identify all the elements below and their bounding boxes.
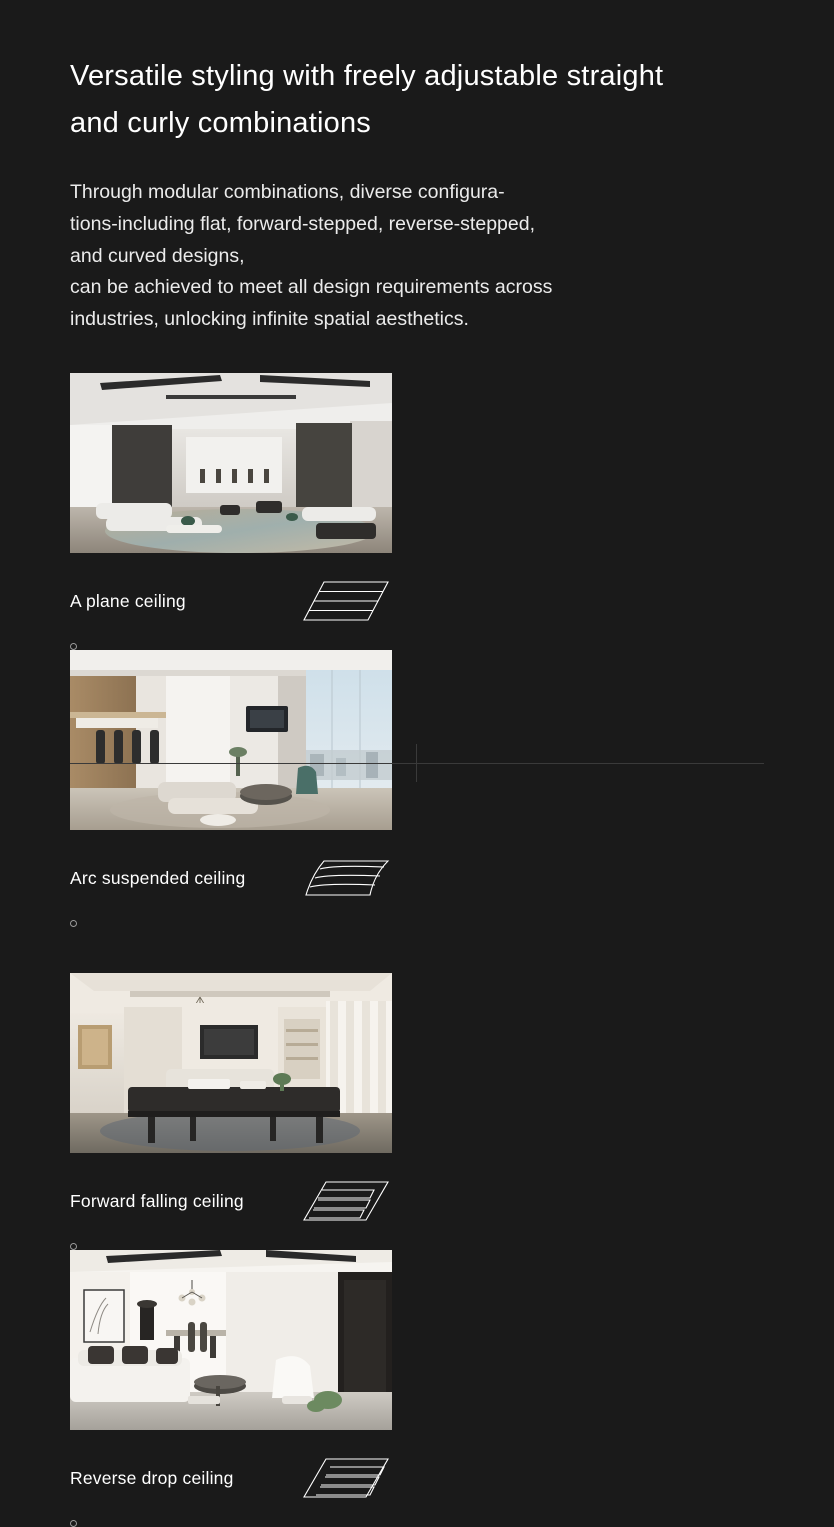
- bullet-dot: [70, 1520, 77, 1527]
- paragraph-line-5: industries, unlocking infinite spatial aesthetics.: [70, 307, 469, 330]
- card-image-plane-ceiling: [70, 373, 392, 553]
- row-gap: [70, 927, 764, 973]
- flat-ceiling-panel-icon: [300, 578, 392, 624]
- ceiling-style-grid: [70, 373, 764, 1527]
- intro-paragraph: [70, 177, 764, 335]
- brochure-page: [0, 19, 834, 1488]
- card-image-arc-ceiling: [70, 650, 392, 830]
- card-caption-row: [70, 1450, 392, 1506]
- card-image-forward-falling-ceiling: [70, 973, 392, 1153]
- paragraph-line-1: Through modular combinations, diverse configura-: [70, 181, 505, 204]
- card-caption: A plane ceiling: [70, 590, 186, 611]
- list-item[interactable]: [70, 1250, 440, 1527]
- card-caption: Reverse drop ceiling: [70, 1467, 234, 1488]
- card-caption-row: [70, 573, 392, 629]
- paragraph-line-3: and curved designs,: [70, 244, 245, 267]
- list-item[interactable]: [70, 650, 440, 927]
- list-item[interactable]: [70, 973, 440, 1250]
- reverse-stepped-ceiling-panel-icon: [300, 1455, 392, 1501]
- card-image-reverse-drop-ceiling: [70, 1250, 392, 1430]
- bullet-dot: [70, 920, 77, 927]
- card-caption-row: [70, 850, 392, 906]
- bullet-dot: [70, 1243, 77, 1250]
- page-title: Versatile styling with freely adjustable straight and curly combinations: [70, 60, 664, 140]
- list-item[interactable]: [70, 373, 440, 650]
- bullet-dot: [70, 643, 77, 650]
- card-caption: Forward falling ceiling: [70, 1190, 244, 1211]
- card-caption: Arc suspended ceiling: [70, 867, 246, 888]
- paragraph-line-4: can be achieved to meet all design requirements across: [70, 276, 553, 299]
- section-divider-horizontal: [70, 763, 764, 764]
- forward-stepped-ceiling-panel-icon: [300, 1178, 392, 1224]
- section-divider-vertical: [416, 744, 417, 782]
- paragraph-line-2: tions-including flat, forward-stepped, reverse-stepped,: [70, 212, 535, 235]
- arc-ceiling-panel-icon: [300, 855, 392, 901]
- card-caption-row: [70, 1173, 392, 1229]
